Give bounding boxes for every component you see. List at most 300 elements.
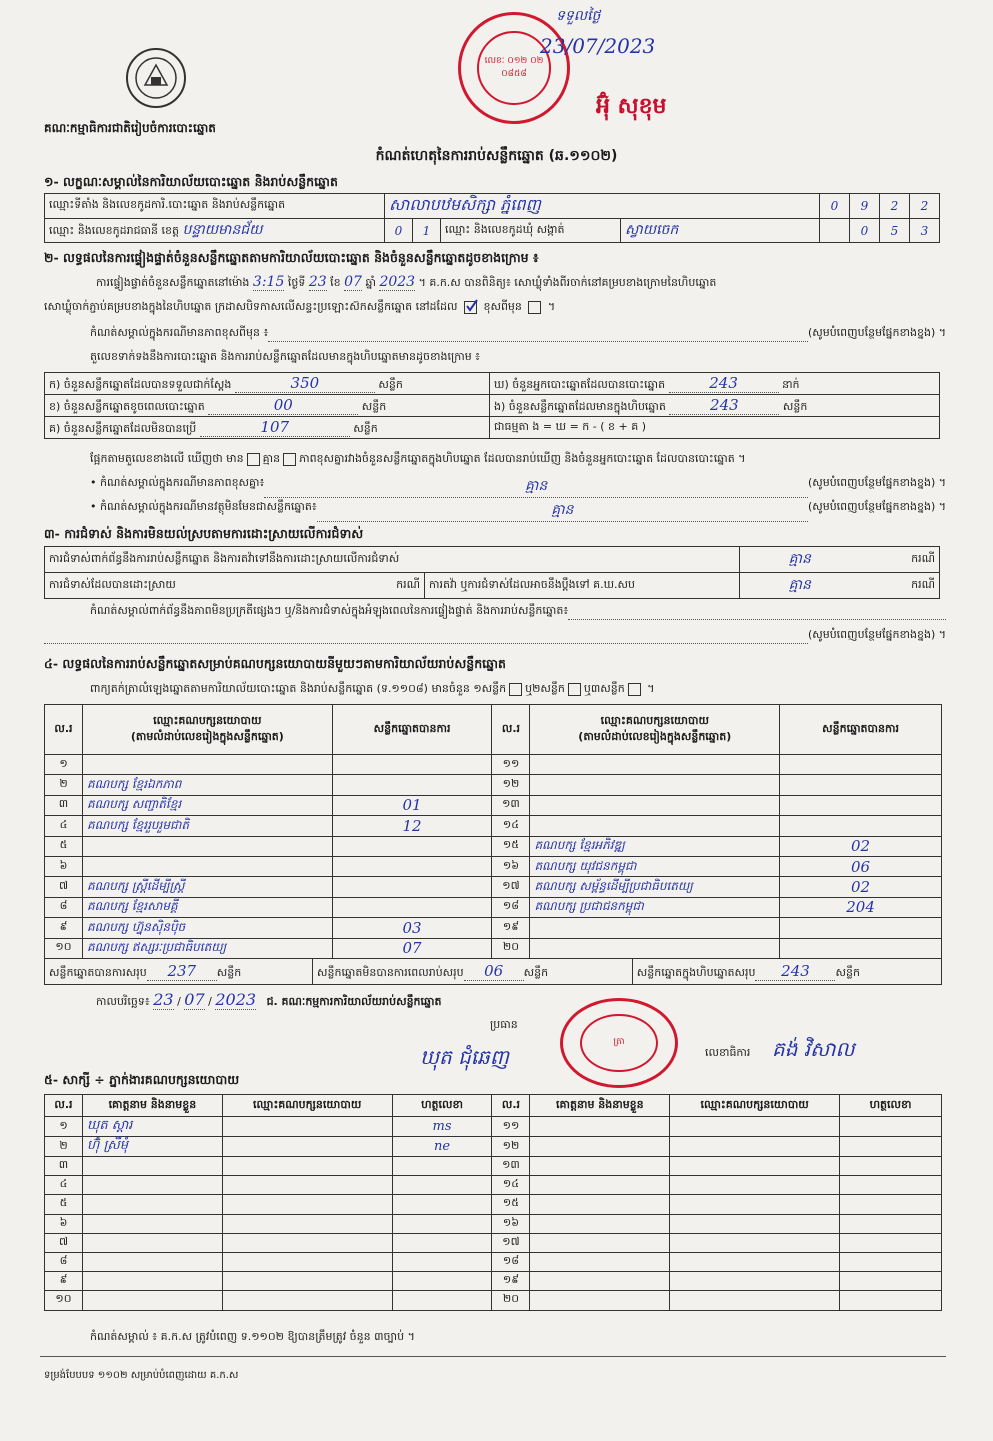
witness-party [670, 1176, 840, 1195]
committee-sign: ជ. គណៈកម្មការការិយាល័យរាប់សន្លឹកឆ្នោត [266, 995, 442, 1008]
section2-para4: តួលេខទាក់ទងនឹងការបោះឆ្នោត និងការរាប់សន្លឹកឆ្នោតដែលមានក្នុងហិបឆ្នោតមានដូចខាងក្រោម ៖ [90, 350, 481, 363]
bullet2 [90, 500, 946, 522]
total-box-value: 243 [755, 962, 835, 981]
date-month: 07 [184, 990, 205, 1009]
witness-party [670, 1157, 840, 1176]
witness-name [530, 1214, 670, 1233]
para-text: ផ្អែកតាមតួលេខខាងលើ ឃើញថា មាន [90, 452, 244, 465]
witness-signature [840, 1272, 942, 1291]
row-no: ១១ [492, 755, 530, 775]
row-no: ២០ [492, 1291, 530, 1310]
row-no: ១៦ [492, 1214, 530, 1233]
row-no: ១ [45, 1117, 83, 1137]
year-value: 2023 [379, 274, 416, 290]
same-checkbox[interactable] [464, 301, 477, 314]
party-name [530, 816, 780, 836]
total-box [632, 959, 941, 985]
para-text: ថ្ងៃទី [287, 276, 306, 289]
witness-name [82, 1252, 222, 1271]
witness-signature [840, 1214, 942, 1233]
table-row [45, 795, 942, 815]
party-name [82, 755, 332, 775]
witness-table [44, 1094, 942, 1311]
received-date: 23/07/2023 [540, 34, 656, 58]
witness-name [530, 1117, 670, 1137]
row-no: ៨ [45, 897, 83, 917]
one-sheet-checkbox[interactable] [509, 683, 522, 696]
intro-text: ឬ២សន្លឹក [525, 682, 565, 695]
total-label: សន្លឹកឆ្នោតក្នុងហិបឆ្នោតសរុប [636, 965, 756, 979]
count-unit: នាក់ [782, 377, 800, 391]
table-row [45, 897, 942, 917]
vote-count: 01 [332, 795, 492, 815]
count-spoiled [45, 395, 490, 417]
count-label: ក) ចំនួនសន្លឹកឆ្នោតដែលបានទទួលជាក់ស្តែង [49, 377, 232, 391]
fill-line [568, 604, 946, 620]
witness-name [530, 1176, 670, 1195]
party-name: គណបក្ស ខ្មែរសាមគ្គី [82, 897, 332, 917]
party-name [82, 836, 332, 856]
count-value: 243 [669, 374, 779, 393]
table-row [45, 1176, 942, 1195]
witness-party [222, 1291, 392, 1310]
total-label: សន្លឹកឆ្នោតមិនបានការពេលរាប់សរុប [317, 965, 464, 979]
bullet-label: • កំណត់សម្គាល់ក្នុងករណីមានភាពខុសគ្នា៖ [90, 476, 265, 489]
witness-party [670, 1272, 840, 1291]
table-row [45, 1233, 942, 1252]
witness-party [222, 1214, 392, 1233]
row-no: ១៨ [492, 897, 530, 917]
col-no: ល.រ [492, 1095, 530, 1117]
received-signature: អ៊ុំ សុខុម [596, 94, 667, 119]
para-text: ។ គ.ក.ស បានពិនិត្យ៖ សោឃ្លុំទាំងពីរចាក់នៅគម្របខាងក្រោមនៃហិបឆ្នោត [418, 276, 717, 289]
witness-party [670, 1291, 840, 1310]
seal-label: ត្រា [613, 1037, 625, 1048]
count-label: ឃ) ចំនួនអ្នកបោះឆ្នោតដែលបានបោះឆ្នោត [494, 377, 666, 391]
witness-signature [392, 1233, 492, 1252]
vote-count [332, 897, 492, 917]
party-name [530, 795, 780, 815]
vote-count: 204 [780, 897, 942, 917]
witness-name: ឃុត ស្តារ [82, 1117, 222, 1137]
witness-signature [392, 1252, 492, 1271]
official-seal-bottom [560, 998, 678, 1088]
changed-checkbox[interactable] [528, 301, 541, 314]
witness-signature [840, 1137, 942, 1157]
count-label: ខ) ចំនួនសន្លឹកឆ្នោតខូចពេលបោះឆ្នោត [49, 399, 205, 413]
col-party-title: ឈ្មោះគណបក្សនយោបាយ [153, 713, 262, 727]
witness-party [222, 1233, 392, 1252]
objections-table [44, 546, 940, 599]
date-label: កាលបរិច្ឆេទ៖ [96, 995, 150, 1008]
bullet1 [90, 476, 946, 498]
col-party [82, 705, 332, 755]
witness-party [222, 1195, 392, 1214]
section2-para1 [96, 274, 946, 292]
table-row [45, 755, 942, 775]
chair-signature: ឃុត ជុំឆេញ [420, 1045, 509, 1069]
province-code: 1 [413, 219, 441, 243]
table-row [45, 856, 942, 876]
count-unit: សន្លឹក [378, 377, 403, 391]
time-value: 3:15 [252, 274, 285, 290]
party-name [82, 856, 332, 876]
witness-signature [840, 1117, 942, 1137]
commune-code: 3 [910, 219, 940, 243]
date-day: 23 [153, 990, 174, 1009]
party-name: គណបក្ស ប្រជាជនកម្ពុជា [530, 897, 780, 917]
witness-party [222, 1272, 392, 1291]
witness-party [222, 1157, 392, 1176]
location-label: ឈ្មោះទីតាំង និងលេខកូដការិ.បោះឆ្នោត និងរាប់សន្លឹកឆ្នោត [45, 194, 385, 219]
party-name [530, 775, 780, 795]
row-no: ៤ [45, 1176, 83, 1195]
section1-table [44, 193, 940, 243]
row-no: ៧ [45, 1233, 83, 1252]
row-no: ១៣ [492, 795, 530, 815]
count-received [45, 373, 490, 395]
vote-count: 07 [332, 938, 492, 958]
total-unit: សន្លឹក [835, 965, 860, 979]
section3-note [90, 604, 946, 620]
witness-party [222, 1252, 392, 1271]
province-value: បន្ទាយមានជ័យ [182, 222, 263, 238]
para-text: ខែ [330, 276, 341, 289]
total-invalid-value: 06 [464, 962, 524, 981]
witness-name [530, 1291, 670, 1310]
party-name: គណបក្ស សម្ព័ន្ធដើម្បីប្រជាធិបតេយ្យ [530, 877, 780, 897]
row-no: ៦ [45, 1214, 83, 1233]
para-text: ភាពខុសគ្នារវាងចំនួនសន្លឹកឆ្នោតក្នុងហិបឆ្នោត ដែលបានរាប់ឃើញ និងចំនួនអ្នកបោះឆ្នោត ដែលបានបោះឆ្នោត ។ [299, 452, 746, 465]
vote-count [780, 816, 942, 836]
bullet-note: (សូមបំពេញបន្ថែមផ្នែកខាងខ្នង) ។ [807, 500, 946, 513]
secretary-signature: គង់ វិសាល [772, 1037, 855, 1061]
table-row [45, 1195, 942, 1214]
row-no: ៧ [45, 877, 83, 897]
row-no: ១៦ [492, 856, 530, 876]
note-tail: (សូមបំពេញបន្ថែមផ្នែកខាងខ្នង) ។ [807, 628, 946, 641]
witness-name [82, 1195, 222, 1214]
emblem-icon [133, 55, 179, 101]
witness-party [222, 1137, 392, 1157]
intro-text: ឬ៣សន្លឹក [583, 682, 625, 695]
witness-signature [392, 1157, 492, 1176]
count-voters [490, 373, 940, 395]
date-line: កាលបរិច្ឆេទ៖ 23 / 07 / 2023 ជ. គណៈកម្មការការិយាល័យរាប់សន្លឹកឆ្នោត [96, 990, 442, 1009]
witness-name [82, 1157, 222, 1176]
table-row [45, 775, 942, 795]
nec-logo [126, 48, 186, 108]
witness-party [222, 1176, 392, 1195]
party-name: គណបក្ស ឥស្សរៈប្រជាធិបតេយ្យ [82, 938, 332, 958]
witness-signature [392, 1214, 492, 1233]
table-row [45, 1272, 942, 1291]
para-text: កំណត់សម្គាល់ក្នុងករណីមានភាពខុសពីមុន ៖ [90, 326, 269, 339]
section5-title: ៥- សាក្សី ÷ ភ្នាក់ងារគណបក្សនយោបាយ [44, 1072, 240, 1087]
party-name: គណបក្ស សញ្ជាតិខ្មែរ [82, 795, 332, 815]
checkmark-icon [465, 299, 478, 312]
code-digit: 2 [880, 194, 910, 219]
witness-name [530, 1137, 670, 1157]
party-name: គណបក្ស ហ្វ៊ុនស៊ិនប៉ិច [82, 918, 332, 938]
vote-count [332, 836, 492, 856]
appeal-unit: ករណី [860, 573, 940, 599]
section3-title: ៣- ការជំទាស់ និងការមិនយល់ស្របតាមការដោះស្រាយលើការជំទាស់ [44, 526, 364, 541]
vote-count [780, 938, 942, 958]
witness-signature [840, 1233, 942, 1252]
row-no: ១៩ [492, 1272, 530, 1291]
count-unit: សន្លឹក [361, 399, 387, 413]
total-valid-value: 237 [147, 962, 217, 981]
witness-name [530, 1272, 670, 1291]
col-name: គោត្តនាម និងនាមខ្លួន [530, 1095, 670, 1117]
count-value: 350 [235, 374, 375, 393]
count-value: 107 [200, 418, 350, 437]
witness-name [82, 1214, 222, 1233]
row-no: ១២ [492, 775, 530, 795]
row-no: ៤ [45, 816, 83, 836]
chair-label: ប្រធាន [490, 1018, 518, 1031]
vote-count: 12 [332, 816, 492, 836]
count-unit: សន្លឹក [353, 421, 378, 435]
section4-intro: ពាក្យតក់ត្រាលំឡេងឆ្នោតតាមការិយាល័យបោះឆ្នោត និងរាប់សន្លឹកឆ្នោត (ទ.១១០៨) មានចំនួន ១សន្លឹក ឬ២សន្លឹក ឬ៣សន្លឹក ។ [90, 682, 655, 695]
total-valid [45, 959, 313, 985]
footer-note: កំណត់សម្គាល់ ៖ គ.ក.ស ត្រូវបំពេញ ទ.១១០២ ឱ្យបានត្រឹមត្រូវ ចំនួន ៣ច្បាប់ ។ [90, 1330, 415, 1343]
witness-signature [392, 1291, 492, 1310]
changed-label: ខុសពីមុន [483, 300, 522, 313]
witness-name: ហ៊ុំ ស្រីមុំ [82, 1137, 222, 1157]
row-no: ១៤ [492, 1176, 530, 1195]
witness-signature: ms [392, 1117, 492, 1137]
table-row [45, 1291, 942, 1310]
row-no: ៩ [45, 1272, 83, 1291]
totals-table [44, 958, 942, 985]
para-text: សោឃ្លុំចាក់ភ្ជាប់គម្របខាងក្នុងនៃហិបឆ្នោត ក្រដាសបិទកាសលើសន្ទះប្រឡោះស៊កសន្លឹកឆ្នោត នៅដដែល [44, 300, 458, 313]
section2-para2: សោឃ្លុំចាក់ភ្ជាប់គម្របខាងក្នុងនៃហិបឆ្នោត ក្រដាសបិទកាសលើសន្ទះប្រឡោះស៊កសន្លឹកឆ្នោត នៅដដែល ខុសពីមុន ។ [44, 300, 556, 313]
col-no: ល.រ [45, 1095, 83, 1117]
witness-name [82, 1176, 222, 1195]
vote-count: 03 [332, 918, 492, 938]
vote-count [780, 795, 942, 815]
total-invalid [313, 959, 633, 985]
section4-title: ៤- លទ្ធផលនៃការរាប់សន្លឹកឆ្នោតសម្រាប់គណបក្សនយោបាយនីមួយៗតាមការិយាល័យរាប់សន្លឹកឆ្នោត [44, 656, 506, 671]
row-no: ១៩ [492, 918, 530, 938]
count-value: 243 [669, 396, 779, 415]
col-votes: សន្លឹកឆ្នោតបានការ [780, 705, 942, 755]
row-no: ៨ [45, 1252, 83, 1271]
row-no: ១៤ [492, 816, 530, 836]
witness-signature [392, 1176, 492, 1195]
witness-name [530, 1195, 670, 1214]
para-text: គ្មាន [262, 452, 281, 465]
appeal-value: គ្មាន [740, 573, 860, 599]
party-name: គណបក្ស ខ្មែរឯកភាព [82, 775, 332, 795]
witness-signature: ne [392, 1137, 492, 1157]
date-year: 2023 [215, 990, 257, 1009]
vote-count: 02 [780, 836, 942, 856]
objection-unit: ករណី [860, 547, 940, 573]
commune-label: ឈ្មោះ និងលេខកូដឃុំ សង្កាត់ [441, 219, 621, 243]
received-label: ទទួលថ្ងៃ [556, 8, 601, 24]
code-digit: 0 [820, 194, 850, 219]
appeal-label: ការតវ៉ា ឬការជំទាស់ដែលអាចនឹងប្តឹងទៅ គ.ឃ.សប [425, 573, 740, 599]
results-table [44, 704, 942, 959]
para-note: (សូមបំពេញបន្ថែមផ្នែកខាងខ្នង) ។ [807, 326, 946, 339]
intro-text: ពាក្យតក់ត្រាលំឡេងឆ្នោតតាមការិយាល័យបោះឆ្នោត និងរាប់សន្លឹកឆ្នោត (ទ.១១០៨) មានចំនួន ១សន្លឹក [90, 682, 507, 695]
vote-count: 06 [780, 856, 942, 876]
row-no: ៣ [45, 1157, 83, 1176]
party-name: គណបក្ស ខ្មែរអភិវឌ្ឍ [530, 836, 780, 856]
col-name: គោត្តនាម និងនាមខ្លួន [82, 1095, 222, 1117]
witness-name [530, 1157, 670, 1176]
row-no: ១៨ [492, 1252, 530, 1271]
row-no: ១៥ [492, 836, 530, 856]
section2-para5 [90, 452, 950, 468]
witness-signature [840, 1157, 942, 1176]
row-no: ២ [45, 775, 83, 795]
table-row [45, 1117, 942, 1137]
vote-count [332, 775, 492, 795]
party-name [530, 755, 780, 775]
province-label-text: ឈ្មោះ និងលេខកូដរាជធានី ខេត្ត [49, 224, 179, 237]
witness-name [82, 1233, 222, 1252]
col-no: ល.រ [45, 705, 83, 755]
section2-para3 [90, 326, 946, 342]
table-row [45, 816, 942, 836]
province-code: 0 [385, 219, 413, 243]
witness-signature [840, 1252, 942, 1271]
row-no: ៥ [45, 1195, 83, 1214]
witness-name [82, 1272, 222, 1291]
commune-code: 5 [880, 219, 910, 243]
month-value: 07 [344, 274, 362, 290]
code-digit: 2 [910, 194, 940, 219]
party-name [530, 918, 780, 938]
total-label: សន្លឹកឆ្នោតបានការសរុប [49, 965, 147, 979]
witness-party [670, 1195, 840, 1214]
row-no: ២០ [492, 938, 530, 958]
location-value: សាលាបឋមសិក្សា ភ្នំពេញ [385, 194, 820, 219]
para-text: ឆ្នាំ [365, 276, 376, 289]
counts-table [44, 372, 940, 439]
row-no: ១២ [492, 1137, 530, 1157]
row-no: ១ [45, 755, 83, 775]
witness-party [670, 1117, 840, 1137]
code-digit: 9 [850, 194, 880, 219]
bullet-note: (សូមបំពេញបន្ថែមផ្នែកខាងខ្នង) ។ [807, 476, 946, 489]
official-seal-top [458, 12, 570, 124]
witness-party [670, 1233, 840, 1252]
vote-count [332, 877, 492, 897]
row-no: ១៣ [492, 1157, 530, 1176]
bullet-value: គ្មាន [317, 500, 808, 522]
formula: ជាធម្មតា ង = ឃ = ក - ( ខ + គ ) [490, 417, 940, 439]
count-label: គ) ចំនួនសន្លឹកឆ្នោតដែលមិនបានប្រើ [49, 421, 197, 435]
witness-name [82, 1291, 222, 1310]
commune-code: 0 [850, 219, 880, 243]
none-checkbox[interactable] [283, 453, 296, 466]
row-no: ៦ [45, 856, 83, 876]
section3-note2 [44, 628, 946, 644]
witness-signature [392, 1195, 492, 1214]
count-unused [45, 417, 490, 439]
fill-line [268, 326, 808, 342]
col-party-sub: (តាមលំដាប់លេខរៀងក្នុងសន្លឹកឆ្នោត) [130, 729, 284, 743]
party-name: គណបក្ស ស្ត្រីដើម្បីស្ត្រី [82, 877, 332, 897]
committee-name: គណៈកម្មាធិការជាតិរៀបចំការបោះឆ្នោត [44, 121, 216, 135]
col-no: ល.រ [492, 705, 530, 755]
col-party [530, 705, 780, 755]
witness-name [530, 1252, 670, 1271]
table-row [45, 1137, 942, 1157]
secretary-label: លេខាធិការ [705, 1046, 751, 1059]
footer-divider [40, 1356, 946, 1357]
seal-text: លេខៈ ០១២ ០២ ០៨៥៨ [484, 56, 544, 79]
count-value: 00 [208, 396, 358, 415]
witness-signature [840, 1291, 942, 1310]
resolved-text: ការជំទាស់ដែលបានដោះស្រាយ [49, 577, 176, 591]
col-party: ឈ្មោះគណបក្សនយោបាយ [670, 1095, 840, 1117]
note-text: កំណត់សម្គាល់ពាក់ព័ន្ធនឹងភាពមិនប្រក្រតីផ្សេងៗ ឬ/និងការជំទាស់ក្នុងអំឡុងពេលនៃការផ្ទៀងផ្ទាត់ និងការរាប់សន្លឹកឆ្នោត៖ [90, 604, 569, 617]
col-party-sub: (តាមលំដាប់លេខរៀងក្នុងសន្លឹកឆ្នោត) [578, 729, 732, 743]
witness-signature [840, 1176, 942, 1195]
three-sheet-checkbox[interactable] [628, 683, 641, 696]
commune-value: ស្វាយចេក [621, 219, 820, 243]
para-text: ការផ្ទៀងផ្ទាត់ចំនួនសន្លឹកឆ្នោតនៅម៉ោង [96, 276, 250, 289]
party-name [530, 938, 780, 958]
witness-signature [392, 1272, 492, 1291]
witness-party [670, 1137, 840, 1157]
row-no: ១៧ [492, 1233, 530, 1252]
col-sign: ហត្ថលេខា [840, 1095, 942, 1117]
bullet-value: គ្មាន [264, 476, 808, 498]
party-name: គណបក្ស យុវជនកម្ពុជា [530, 856, 780, 876]
table-row [45, 938, 942, 958]
resolved-unit: ករណី [396, 577, 420, 591]
form-title: កំណត់ហេតុនៃការរាប់សន្លឹកឆ្នោត (ឆ.១១០២) [375, 148, 618, 164]
row-no: ២ [45, 1137, 83, 1157]
col-sign: ហត្ថលេខា [392, 1095, 492, 1117]
row-no: ៩ [45, 918, 83, 938]
fill-line [44, 628, 808, 644]
vote-count [780, 918, 942, 938]
row-no: ១១ [492, 1117, 530, 1137]
objection-label: ការជំទាស់ពាក់ព័ន្ធនឹងការរាប់សន្លឹកឆ្នោត និងការតវ៉ាទៅនឹងការដោះស្រាយលើការជំទាស់ [45, 547, 740, 573]
table-row [45, 1157, 942, 1176]
has-checkbox[interactable] [247, 453, 260, 466]
vote-count [780, 755, 942, 775]
table-row [45, 836, 942, 856]
day-value: 23 [308, 274, 327, 290]
witness-name [530, 1233, 670, 1252]
two-sheet-checkbox[interactable] [568, 683, 581, 696]
witness-party [670, 1214, 840, 1233]
total-unit: សន្លឹក [523, 965, 549, 979]
row-no: ១០ [45, 938, 83, 958]
vote-count [332, 856, 492, 876]
vote-count [780, 775, 942, 795]
footer-form-ref: ទម្រង់បែបបទ ១១០២ សម្រាប់បំពេញដោយ គ.ក.ស [44, 1370, 239, 1381]
col-party: ឈ្មោះគណបក្សនយោបាយ [222, 1095, 392, 1117]
table-row [45, 1214, 942, 1233]
party-name: គណបក្ស ខ្មែររួបរួមជាតិ [82, 816, 332, 836]
row-no: ៥ [45, 836, 83, 856]
witness-party [670, 1252, 840, 1271]
count-unit: សន្លឹក [782, 399, 808, 413]
table-row [45, 877, 942, 897]
total-unit: សន្លឹក [216, 965, 242, 979]
table-row [45, 1252, 942, 1271]
